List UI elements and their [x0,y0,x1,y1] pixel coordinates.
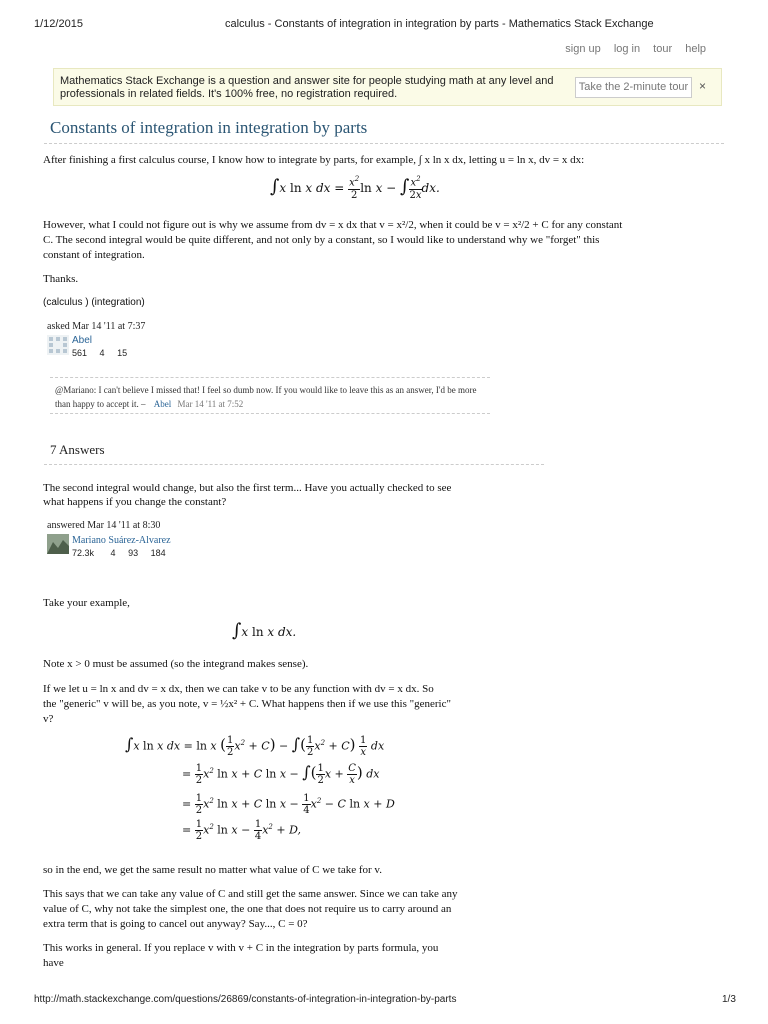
question-paragraph-2c: constant of integration. [43,249,145,261]
sign-up-link[interactable]: sign up [565,43,601,55]
answer-2-derivation: ∫x ln x dx = ln x ( $\frac{1}{2}$ $x^2 + C$) − ∫( $\frac{1}{2}$ $x^2 + C$) $\frac{1}{x}$ dx = $\frac{1}{2}$ $x^2$ ln x + C ln x − ∫( $\frac{1}{2}$ x + $\frac{C}{x}$ ) dx = $\frac{1}{2}$ $x^2$ ln x + C ln x − $\frac{1}{4}$ $x^2 - C$ ln x + D = $\frac{1}{2}$ $x^2$ ln x − $\frac{1}{4}$ $x^2 + D$, [125,734,395,842]
answers-heading: 7 Answers [50,442,105,457]
answerer-name[interactable]: Mariano Suárez-Alvarez [72,535,171,546]
asker-name[interactable]: Abel [72,335,93,346]
close-icon[interactable]: × [699,79,707,93]
answer-2-paragraph-4c: extra term that is going to cancel out anyway? Say..., C = 0? [43,918,308,930]
asked-date: asked Mar 14 '11 at 7:37 [47,321,146,332]
answer-2-paragraph-4a: This says that we can take any value of C and still get the same answer. Since we can take any [43,888,458,900]
answer-1-line-2: what happens if you change the constant? [43,496,227,508]
answer-2-paragraph-b: the "generic" v will be, as you note, v = ½x² + C. What happens then if we use this "generic" [43,698,451,710]
print-title: calculus - Constants of integration in integration by parts - Mathematics Stack Exchange [225,18,654,30]
answers-divider [44,464,544,465]
tour-link[interactable]: tour [653,43,673,55]
badge-count-2: 93 [128,548,139,558]
answerer-reputation [72,548,166,558]
comment-divider-bottom [50,413,490,414]
answer-2-equation-1: ∫x ln x dx. [232,620,297,641]
asker-reputation [72,348,127,358]
user-avatar[interactable] [47,534,69,554]
badge-count-2: 15 [117,348,128,358]
top-links [555,43,706,55]
comment-divider [50,377,490,378]
badge-count-3: 184 [150,548,166,558]
answer-2-paragraph-5a: This works in general. If you replace v with v + C in the integration by parts formula, you [43,942,439,954]
comment-date: Mar 14 '11 at 7:52 [177,399,244,409]
comment-line-2 [55,399,243,409]
badge-count: 4 [110,548,116,558]
reputation: 561 [72,348,88,358]
question-title[interactable]: Constants of integration in integration by parts [50,118,368,137]
answer-2-paragraph-c: v? [43,713,54,725]
answered-date: answered Mar 14 '11 at 8:30 [47,520,161,531]
badge-count: 4 [99,348,105,358]
question-tags[interactable]: (calculus ) (integration) [43,297,145,308]
question-paragraph-1: After finishing a first calculus course, I know how to integrate by parts, for example, ∫ x ln x dx, letting u = ln x, dv = x dx: [43,154,585,166]
reputation: 72.3k [72,548,95,558]
print-url: http://math.stackexchange.com/questions/26869/constants-of-integration-in-integration-by-parts [34,994,457,1005]
answer-1-line-1: The second integral would change, but also the first term... Have you actually checked to see [43,482,452,494]
help-link[interactable]: help [685,43,706,55]
question-paragraph-2b: C. The second integral would be quite different, and not only by a constant, so I would like to understand why we "forget" this [43,234,600,246]
answer-2-conclusion: so in the end, we get the same result no matter what value of C we take for v. [43,864,382,876]
divider [44,143,724,144]
print-page: 1/3 [722,994,736,1005]
answer-2-paragraph-a: If we let u = ln x and dv = x dx, then we can take v to be any function with dv = x dx. So [43,683,434,695]
tour-button[interactable]: Take the 2-minute tour [575,77,692,98]
question-paragraph-2a: However, what I could not figure out is why we assume from dv = x dx that v = x²/2, when it could be v = x²/2 + C for any constant [43,219,623,231]
answer-2-intro: Take your example, [43,597,130,609]
answer-2-note: Note x > 0 must be assumed (so the integrand makes sense). [43,658,309,670]
log-in-link[interactable]: log in [613,43,641,55]
notice-text: Mathematics Stack Exchange is a question and answer site for people studying math at any level and professionals in related fields. It's 100% free, no registration required. [60,75,554,100]
comment-line-1: @Mariano: I can't believe I missed that! I feel so dumb now. If you would like to leave this as an answer, I'd be more [55,385,477,395]
print-date: 1/12/2015 [34,18,83,30]
question-thanks: Thanks. [43,273,79,285]
site-notice [53,68,722,106]
answer-2-paragraph-4b: value of C, why not take the simplest one, the one that does not require us to carry around an [43,903,452,915]
comment-text: than happy to accept it. – [55,399,146,409]
answer-2-paragraph-5b: have [43,957,64,969]
user-avatar[interactable] [47,335,69,355]
question-equation: ∫x ln x dx = $\frac{x^2}{2}$ ln x − ∫ $\frac{x^2}{2x}$ dx. [270,175,440,201]
comment-user[interactable]: Abel [153,399,172,409]
